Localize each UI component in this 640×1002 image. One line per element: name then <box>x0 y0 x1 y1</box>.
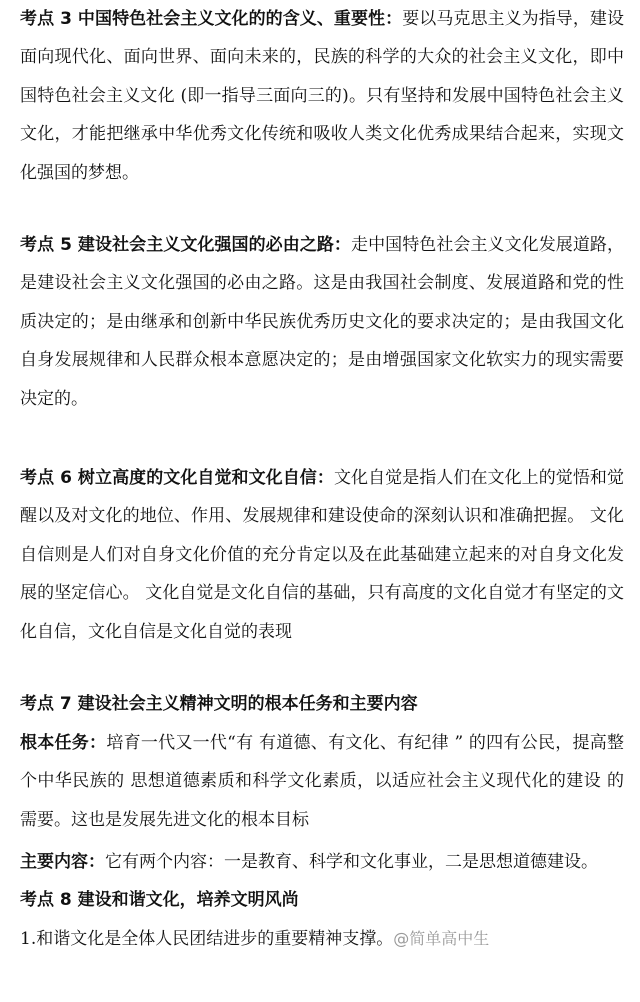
section-kaodian-8 <box>20 881 624 919</box>
section-main-content <box>20 843 624 881</box>
section-heading: 考点 7 建设社会主义精神文明的根本任务和主要内容 <box>20 694 418 714</box>
section-body: 文化自觉是指人们在文化上的觉悟和觉醒以及对文化的地位、作用、发展规律和建设使命的深刻认识和准确把握。 文化自信则是人们对自身文化价值的充分肯定以及在此基础建立起来的对自身文化发展的坚定信心。 文化自觉是文化自信的基础，只有高度的文化自觉才有坚定的文化自信，文化自信是文化自觉的表现 <box>20 468 625 642</box>
section-body: 走中国特色社会主义文化发展道路，是建设社会主义文化强国的必由之路。这是由我国社会制度、发展道路和党的性质决定的；是由继承和创新中华民族优秀历史文化的要求决定的；是由我国文化自身发展规律和人民群众根本意愿决定的；是由增强国家文化软实力的现实需要决定的。 <box>20 235 624 409</box>
section-kaodian-3 <box>20 0 624 192</box>
section-kaodian-6 <box>20 459 624 651</box>
section-heading: 考点 5 建设社会主义文化强国的必由之路： <box>20 235 351 255</box>
section-kaodian-5 <box>20 226 624 418</box>
section-body: 要以马克思主义为指导，建设面向现代化、面向世界、面向未来的，民族的科学的大众的社会主义文化，即中国特色社会主义文化 (即一指导三面向三的)。只有坚持和发展中国特色社会主义文化，才能把继承中华优秀文化传统和吸收人类文化优秀成果结合起来，实现文化强国的梦想。 <box>20 9 625 183</box>
section-kaodian-7 <box>20 685 624 723</box>
section-body: 它有两个内容：一是教育、科学和文化事业，二是思想道德建设。 <box>105 852 598 872</box>
section-body: 培育一代又一代“有 有道德、有文化、有纪律 ” 的四有公民，提高整个中华民族的 思想道德素质和科学文化素质，以适应社会主义现代化的建设 的需要。这也是发展先进文化的根本目标 <box>20 733 625 830</box>
section-body: 1.和谐文化是全体人民团结进步的重要精神支撑。 <box>20 929 394 949</box>
section-harmony-point-1 <box>20 920 624 958</box>
section-heading: 根本任务： <box>20 733 107 753</box>
section-fundamental-task <box>20 724 624 839</box>
section-heading: 考点 3 中国特色社会主义文化的的含义、重要性： <box>20 9 403 29</box>
section-heading: 主要内容： <box>20 852 105 872</box>
section-heading: 考点 6 树立高度的文化自觉和文化自信： <box>20 468 334 488</box>
watermark: @简单高中生 <box>393 929 490 948</box>
section-heading: 考点 8 建设和谐文化，培养文明风尚 <box>20 890 299 910</box>
